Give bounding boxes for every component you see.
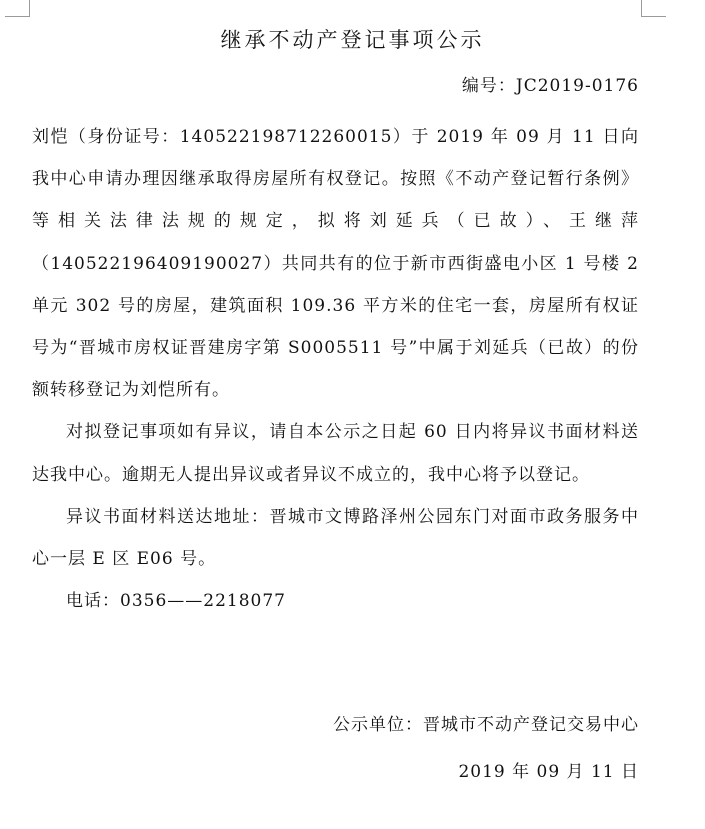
page-corner-mark-top-right (641, 0, 666, 17)
document-number: 编号：JC2019-0176 (461, 76, 639, 96)
issuing-unit: 公示单位：晋城市不动产登记交易中心 (333, 715, 639, 735)
notice-date: 2019 年 09 月 11 日 (458, 762, 639, 782)
document-title: 继承不动产登记事项公示 (220, 28, 485, 52)
paragraph-application: 刘恺（身份证号：140522198712260015）于 2019 年 09 月 11 日向我中心申请办理因继承取得房屋所有权登记。按照《不动产登记暂行条例》等相关法律法规的规定，拟将刘延兵（已故）、王继萍（140522196409190027）共同共有的位于新市西街盛电小区 1 号楼 2 单元 302 号的房屋，建筑面积 109.36 平方米的住宅一套，房屋所有权证号为“晋城市房权证晋建房字第 S0005511 号”中属于刘延兵（已故）的份额转移登记为刘恺所有。 (32, 127, 639, 401)
paragraph-delivery-address: 异议书面材料送达地址：晋城市文博路泽州公园东门对面市政务服务中心一层 E 区 E06 号。 (32, 506, 639, 570)
page-corner-mark-top-left (5, 0, 30, 17)
paragraph-phone: 电话：0356——2218077 (66, 591, 286, 612)
document-body (32, 116, 639, 622)
paragraph-objection-notice: 对拟登记事项如有异议，请自本公示之日起 60 日内将异议书面材料送达我中心。逾期无人提出异议或者异议不成立的，我中心将予以登记。 (32, 422, 639, 485)
